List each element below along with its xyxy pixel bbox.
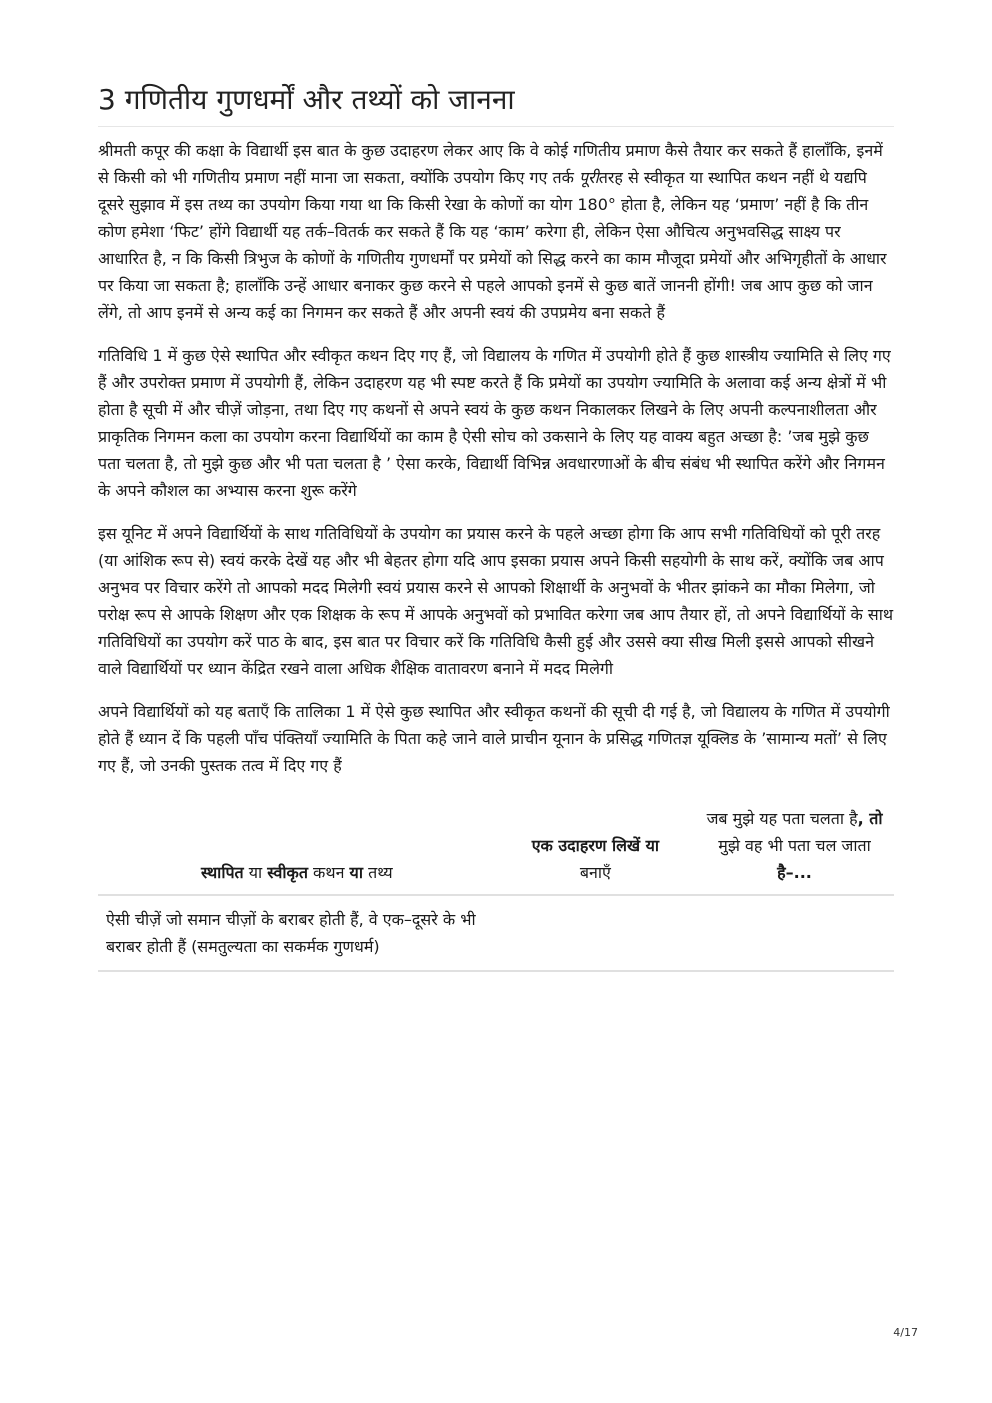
column-header-example: एक उदाहरण लिखें या बनाएँ xyxy=(496,805,695,895)
section-heading: 3 गणितीय गुणधर्मों और तथ्यों को जानना xyxy=(98,78,894,127)
column-header-consequence: जब मुझे यह पता चलता है, तो मुझे वह भी पता चल जाता है–... xyxy=(695,805,894,895)
page-number: 4/17 xyxy=(893,1326,918,1339)
paragraph-3: इस यूनिट में अपने विद्यार्थियों के साथ गतिविधियों के उपयोग का प्रयास करने के पहले अच्छा होगा कि आप सभी गतिविधियों को पूरी तरह (या आंशिक रूप से) स्वयं करके देखें यह और भी बेहतर होगा यदि आप इसका प्रयास अपने किसी सहयोगी के साथ करें, क्योंकि जब आप अनुभव पर विचार करेंगे तो आपको मदद मिलेगी स्वयं प्रयास करने से आपको शिक्षार्थी के अनुभवों के भीतर झांकने का मौका मिलेगा, जो परोक्ष रूप से आपके शिक्षण और एक शिक्षक के रूप में आपके अनुभवों को प्रभावित करेगा जब आप तैयार हों, तो अपने विद्यार्थियों के साथ गतिविधियों का उपयोग करें पाठ के बाद, इस बात पर विचार करें कि गतिविधि कैसी हुई और उससे क्या सीख मिली इससे आपको सीखने वाले विद्यार्थियों पर ध्यान केंद्रित रखने वाला अधिक शैक्षिक वातावरण बनाने में मदद मिलेगी xyxy=(98,524,894,678)
paragraph-4: अपने विद्यार्थियों को यह बताएँ कि तालिका 1 में ऐसे कुछ स्थापित और स्वीकृत कथनों की सूची दी गई है, जो विद्यालय के गणित में उपयोगी होते हैं ध्यान दें कि पहली पाँच पंक्तियाँ ज्यामिति के पिता कहे जाने वाले प्राचीन यूनान के प्रसिद्ध गणितज्ञ यूक्लिड के ’सामान्य मतों’ से लिए गए हैं, जो उनकी पुस्तक तत्व में दिए गए हैं xyxy=(98,702,890,775)
paragraph-1-italic: पूरी xyxy=(578,168,599,187)
table-cell-example[interactable] xyxy=(496,895,695,971)
paragraph-1-part-b: तरह से स्वीकृत या स्थापित कथन नहीं थे यद्यपि दूसरे सुझाव में इस तथ्य का उपयोग किया गया था कि किसी रेखा के कोणों का योग 180° होता है, लेकिन यह ‘प्रमाण’ नहीं है कि तीन कोण हमेशा ‘फिट’ होंगे विद्यार्थी यह तर्क–वितर्क कर सकते हैं कि यह ‘काम’ करेगा ही, लेकिन ऐसा औचित्य अनुभवसिद्ध साक्ष्य पर आधारित है, न कि किसी त्रिभुज के कोणों के गणितीय गुणधर्मों पर प्रमेयों को सिद्ध करने का काम मौजूदा प्रमेयों और अभिगृहीतों के आधार पर किया जा सकता है; हालाँकि उन्हें आधार बनाकर कुछ करने से पहले आपको इनमें से कुछ बातें जाननी होंगी! जब आप कुछ को जान लेंगे, तो आप इनमें से अन्य कई का निगमन कर सकते हैं और अपनी स्वयं की उपप्रमेय बना सकते हैं xyxy=(98,168,887,322)
table-row xyxy=(98,895,894,971)
document-page xyxy=(98,78,894,972)
facts-table xyxy=(98,805,894,972)
paragraph-1-part-a: श्रीमती कपूर की कक्षा के विद्यार्थी इस बात के कुछ उदाहरण लेकर आए कि वे कोई गणितीय प्रमाण कैसे तैयार कर सकते हैं हालाँकि, इनमें से किसी को भी गणितीय प्रमाण नहीं माना जा सकता, क्योंकि उपयोग किए गए तर्क xyxy=(98,141,883,187)
paragraph-1 xyxy=(98,137,894,326)
column-header-statement: स्थापित या स्वीकृत कथन या तथ्य xyxy=(98,805,496,895)
paragraph-2: गतिविधि 1 में कुछ ऐसे स्थापित और स्वीकृत कथन दिए गए हैं, जो विद्यालय के गणित में उपयोगी होते हैं कुछ शास्त्रीय ज्यामिति से लिए गए हैं और उपरोक्त प्रमाण में उपयोगी हैं, लेकिन उदाहरण यह भी स्पष्ट करते हैं कि प्रमेयों का उपयोग ज्यामिति के अलावा कई अन्य क्षेत्रों में भी होता है सूची में और चीज़ें जोड़ना, तथा दिए गए कथनों से अपने स्वयं के कुछ कथन निकालकर लिखने के लिए अपनी कल्पनाशीलता और प्राकृतिक निगमन कला का उपयोग करना विद्यार्थियों का काम है ऐसी सोच को उकसाने के लिए यह वाक्य बहुत अच्छा है: ’जब मुझे कुछ पता चलता है, तो मुझे कुछ और भी पता चलता है ’ ऐसा करके, विद्यार्थी विभिन्न अवधारणाओं के बीच संबंध भी स्थापित करेंगे और निगमन के अपने कौशल का अभ्यास करना शुरू करेंगे xyxy=(98,346,891,500)
table-cell-consequence[interactable] xyxy=(695,895,894,971)
table-header-row xyxy=(98,805,894,895)
table-cell-statement: ऐसी चीज़ें जो समान चीज़ों के बराबर होती हैं, वे एक–दूसरे के भी बराबर होती हैं (समतुल्यता का सकर्मक गुणधर्म) xyxy=(98,895,496,971)
